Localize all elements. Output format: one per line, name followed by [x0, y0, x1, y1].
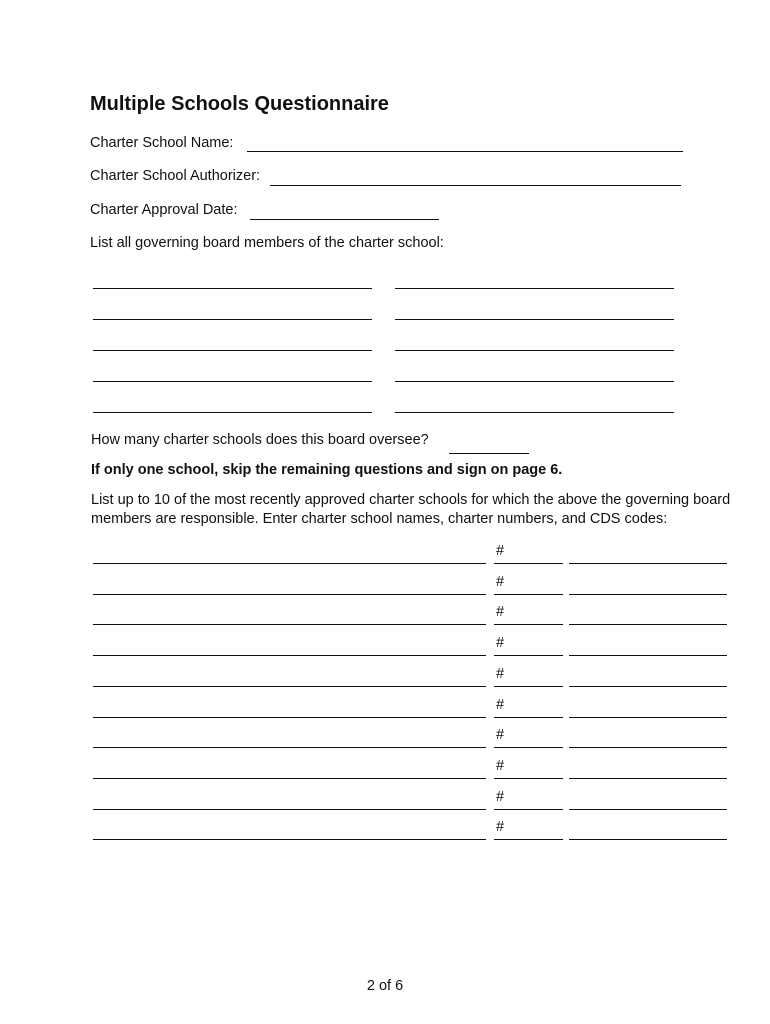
school-name-entry[interactable]	[93, 594, 486, 595]
cds-code-entry[interactable]	[569, 839, 727, 840]
board-member-field[interactable]	[93, 319, 372, 320]
school-name-entry[interactable]	[93, 778, 486, 779]
charter-number-entry[interactable]	[494, 809, 563, 810]
charter-number-symbol: #	[496, 696, 505, 713]
school-name-entry[interactable]	[93, 624, 486, 625]
school-name-entry[interactable]	[93, 686, 486, 687]
cds-code-entry[interactable]	[569, 655, 727, 656]
charter-number-entry[interactable]	[494, 839, 563, 840]
board-member-field[interactable]	[93, 412, 372, 413]
board-member-field[interactable]	[395, 288, 674, 289]
authorizer-label: Charter School Authorizer:	[90, 168, 261, 184]
cds-code-entry[interactable]	[569, 717, 727, 718]
school-name-entry[interactable]	[93, 563, 486, 564]
charter-number-symbol: #	[496, 543, 505, 559]
cds-code-entry[interactable]	[569, 809, 727, 810]
oversee-question: How many charter schools does this board oversee?	[91, 432, 429, 448]
charter-number-symbol: #	[496, 788, 505, 805]
board-member-field[interactable]	[93, 350, 372, 351]
board-member-field[interactable]	[395, 412, 674, 413]
charter-number-symbol: #	[496, 819, 505, 836]
authorizer-field[interactable]	[270, 185, 681, 186]
skip-instruction: If only one school, skip the remaining questions and sign on page 6.	[91, 462, 563, 478]
board-member-field[interactable]	[395, 319, 674, 320]
school-name-entry[interactable]	[93, 717, 486, 718]
charter-number-symbol: #	[496, 573, 505, 590]
charter-number-entry[interactable]	[494, 624, 563, 625]
school-name-entry[interactable]	[93, 809, 486, 810]
page-title: Multiple Schools Questionnaire	[90, 93, 389, 115]
school-name-field[interactable]	[247, 151, 683, 152]
charter-number-symbol: #	[496, 635, 505, 652]
cds-code-entry[interactable]	[569, 747, 727, 748]
charter-number-entry[interactable]	[494, 594, 563, 595]
charter-number-entry[interactable]	[494, 655, 563, 656]
board-member-field[interactable]	[395, 350, 674, 351]
board-members-label: List all governing board members of the charter school:	[90, 235, 444, 251]
school-name-entry[interactable]	[93, 747, 486, 748]
charter-number-symbol: #	[496, 727, 505, 744]
school-name-label: Charter School Name:	[90, 135, 234, 151]
cds-code-entry[interactable]	[569, 594, 727, 595]
cds-code-entry[interactable]	[569, 686, 727, 687]
school-name-entry[interactable]	[93, 839, 486, 840]
charter-number-entry[interactable]	[494, 747, 563, 748]
oversee-count-field[interactable]	[449, 453, 529, 454]
list-instruction: List up to 10 of the most recently approved charter schools for which the above the governing board members are responsible. Enter charter school names, charter numbers, and CDS codes:	[91, 492, 731, 527]
board-member-field[interactable]	[395, 381, 674, 382]
board-member-field[interactable]	[93, 381, 372, 382]
approval-date-label: Charter Approval Date:	[90, 202, 238, 218]
board-member-field[interactable]	[93, 288, 372, 289]
cds-code-entry[interactable]	[569, 624, 727, 625]
school-name-entry[interactable]	[93, 655, 486, 656]
charter-number-symbol: #	[496, 665, 505, 682]
charter-number-symbol: #	[496, 757, 505, 774]
approval-date-field[interactable]	[250, 219, 439, 220]
cds-code-entry[interactable]	[569, 778, 727, 779]
charter-number-entry[interactable]	[494, 778, 563, 779]
charter-number-entry[interactable]	[494, 563, 563, 564]
cds-code-entry[interactable]	[569, 563, 727, 564]
charter-number-entry[interactable]	[494, 717, 563, 718]
charter-number-entry[interactable]	[494, 686, 563, 687]
page-number: 2 of 6	[366, 978, 404, 994]
charter-number-symbol: #	[496, 604, 505, 621]
